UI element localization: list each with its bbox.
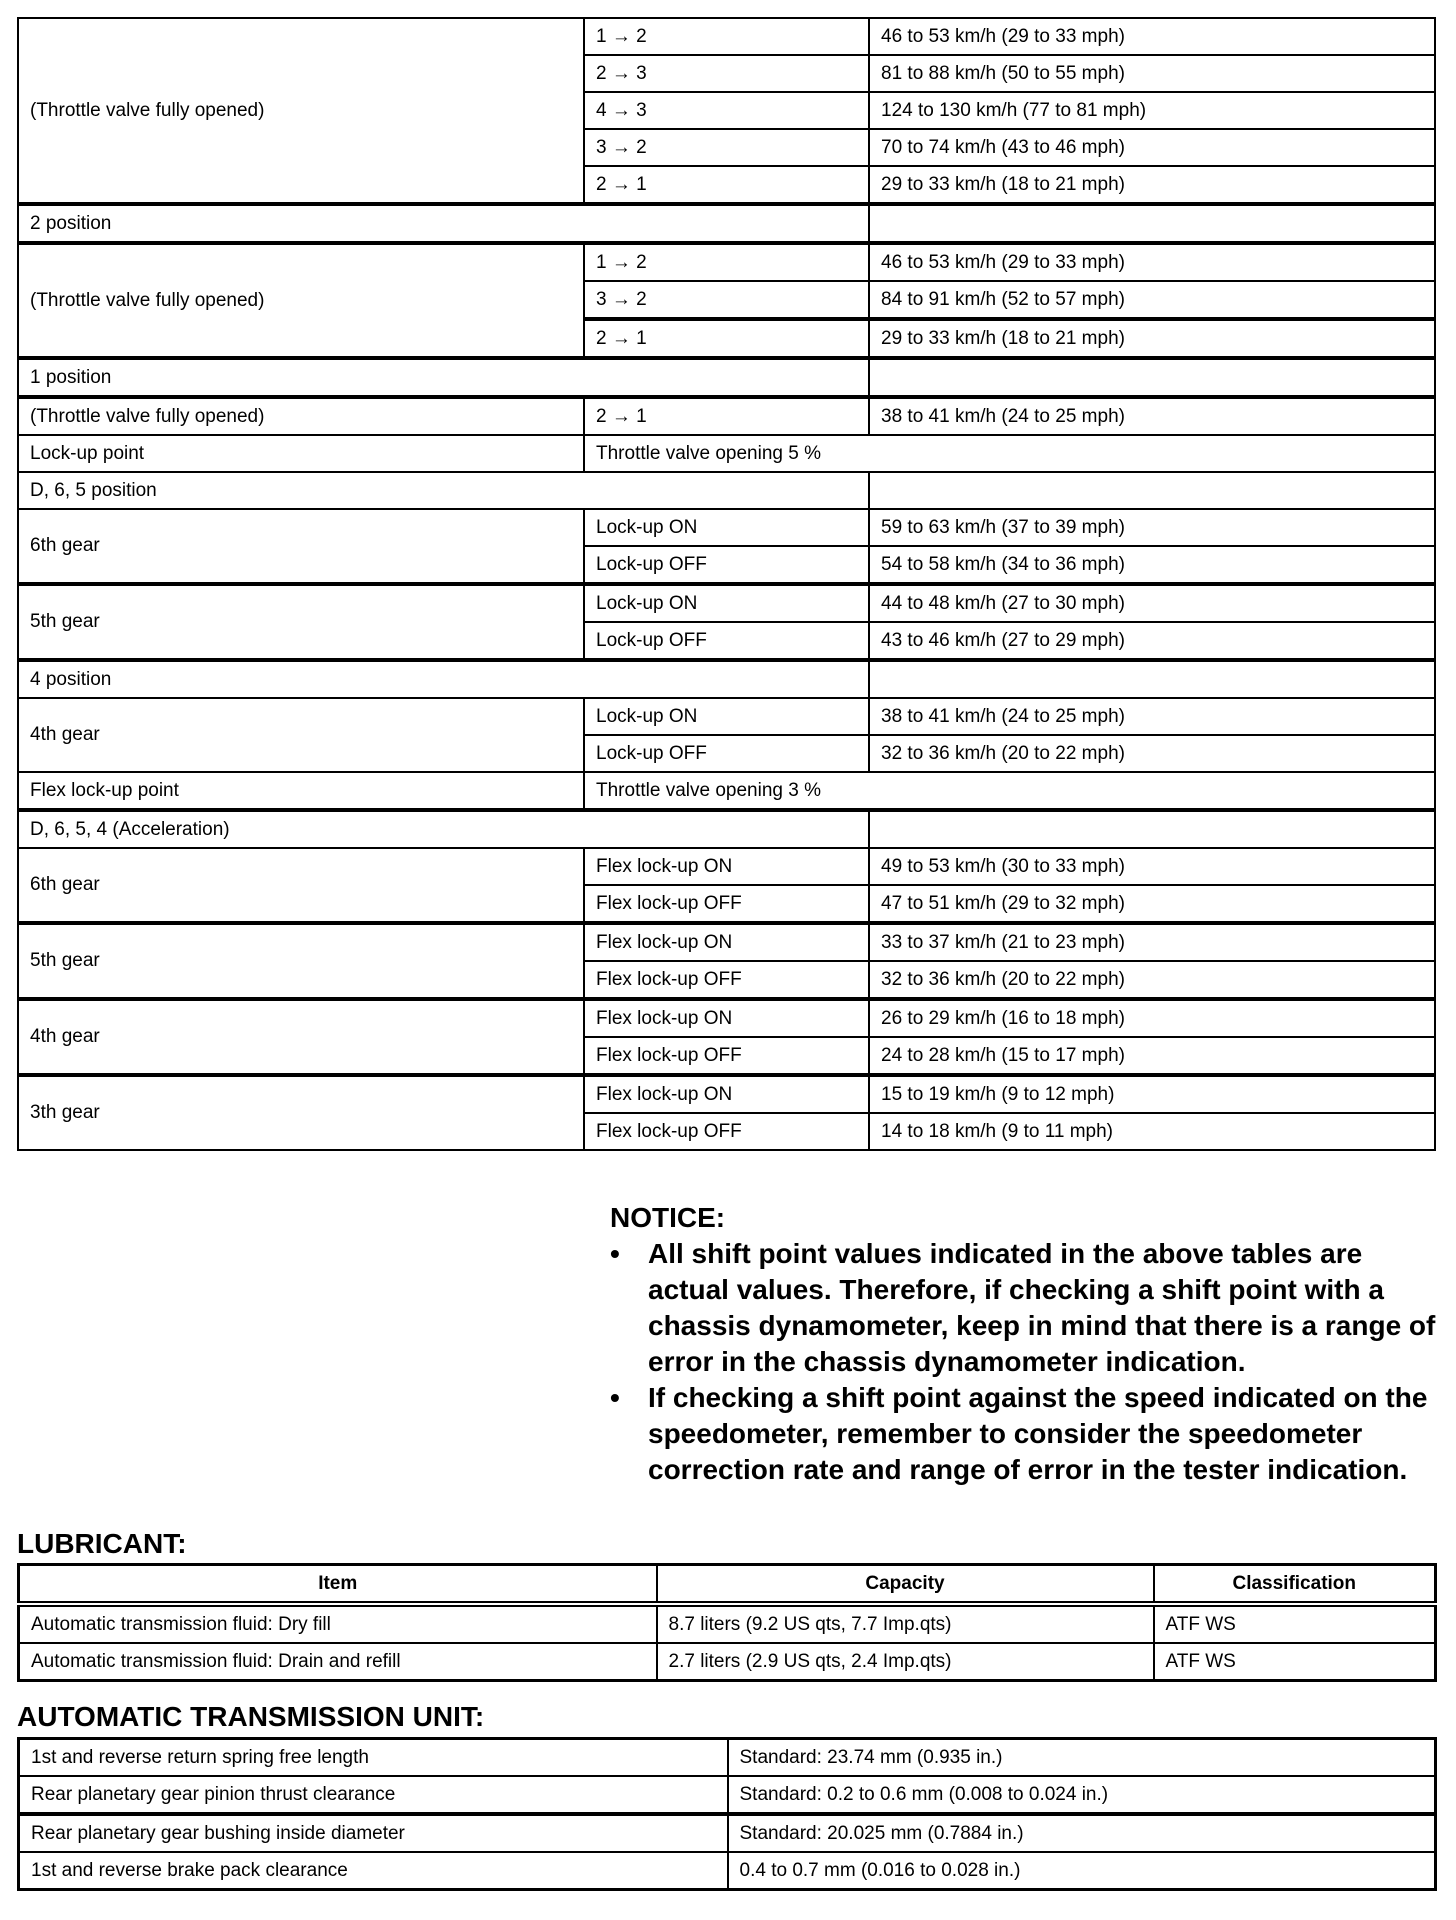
spec-value-cell: 0.4 to 0.7 mm (0.016 to 0.028 in.) xyxy=(728,1852,1436,1890)
speed-cell: 49 to 53 km/h (30 to 33 mph) xyxy=(869,848,1435,885)
shift-cell: 1 → 2 xyxy=(584,18,869,55)
speed-cell: 38 to 41 km/h (24 to 25 mph) xyxy=(869,698,1435,735)
speed-cell: 14 to 18 km/h (9 to 11 mph) xyxy=(869,1113,1435,1150)
lockup-cell: Lock-up OFF xyxy=(584,735,869,772)
lockup-cell: Lock-up ON xyxy=(584,509,869,546)
section-header: D, 6, 5, 4 (Acceleration) xyxy=(18,810,869,848)
shift-cell: 4 → 3 xyxy=(584,92,869,129)
lubricant-table xyxy=(17,1563,1437,1682)
empty-cell xyxy=(869,358,1435,397)
empty-cell xyxy=(869,810,1435,848)
notice-list xyxy=(610,1236,1450,1488)
gear-cell: 5th gear xyxy=(18,923,584,999)
section-header: 2 position xyxy=(18,204,869,243)
section-header: 4 position xyxy=(18,660,869,698)
lockup-cell: Lock-up ON xyxy=(584,698,869,735)
flex-lockup-point-label: Flex lock-up point xyxy=(18,772,584,810)
speed-cell: 15 to 19 km/h (9 to 12 mph) xyxy=(869,1075,1435,1113)
section-header: 1 position xyxy=(18,358,869,397)
notice-block xyxy=(610,1200,1450,1488)
gear-cell: 6th gear xyxy=(18,509,584,584)
notice-item xyxy=(610,1380,1450,1488)
speed-cell: 81 to 88 km/h (50 to 55 mph) xyxy=(869,55,1435,92)
column-header-capacity: Capacity xyxy=(657,1565,1154,1605)
spec-value-cell: Standard: 0.2 to 0.6 mm (0.008 to 0.024 in.) xyxy=(728,1776,1436,1814)
empty-cell xyxy=(869,660,1435,698)
lubricant-heading: LUBRICANT: xyxy=(17,1528,187,1559)
speed-cell: 38 to 41 km/h (24 to 25 mph) xyxy=(869,397,1435,435)
bullet-icon: • xyxy=(610,1382,620,1413)
atu-table xyxy=(17,1737,1437,1891)
speed-cell: 32 to 36 km/h (20 to 22 mph) xyxy=(869,735,1435,772)
lockup-cell: Flex lock-up OFF xyxy=(584,885,869,923)
shift-point-table xyxy=(17,17,1436,1151)
notice-title: NOTICE: xyxy=(610,1202,726,1233)
column-header-classification: Classification xyxy=(1154,1565,1436,1605)
speed-cell: 46 to 53 km/h (29 to 33 mph) xyxy=(869,243,1435,281)
column-header-item: Item xyxy=(19,1565,657,1605)
lockup-cell: Flex lock-up ON xyxy=(584,999,869,1037)
gear-cell: 3th gear xyxy=(18,1075,584,1150)
table-row xyxy=(19,1852,1436,1890)
spec-value-cell: Standard: 23.74 mm (0.935 in.) xyxy=(728,1739,1436,1777)
lockup-cell: Flex lock-up OFF xyxy=(584,961,869,999)
lockup-cell: Flex lock-up ON xyxy=(584,848,869,885)
lockup-cell: Lock-up OFF xyxy=(584,622,869,660)
table-row xyxy=(19,1739,1436,1777)
speed-cell: 26 to 29 km/h (16 to 18 mph) xyxy=(869,999,1435,1037)
speed-cell: 29 to 33 km/h (18 to 21 mph) xyxy=(869,166,1435,204)
shift-cell: 2 → 1 xyxy=(584,397,869,435)
speed-cell: 29 to 33 km/h (18 to 21 mph) xyxy=(869,319,1435,358)
speed-cell: 44 to 48 km/h (27 to 30 mph) xyxy=(869,584,1435,622)
speed-cell: 59 to 63 km/h (37 to 39 mph) xyxy=(869,509,1435,546)
table-row xyxy=(19,1643,1436,1681)
lockup-cell: Lock-up OFF xyxy=(584,546,869,584)
shift-cell: 3 → 2 xyxy=(584,281,869,319)
lockup-cell: Flex lock-up OFF xyxy=(584,1037,869,1075)
speed-cell: 54 to 58 km/h (34 to 36 mph) xyxy=(869,546,1435,584)
condition-cell: (Throttle valve fully opened) xyxy=(18,397,584,435)
condition-cell: (Throttle valve fully opened) xyxy=(18,18,584,204)
speed-cell: 32 to 36 km/h (20 to 22 mph) xyxy=(869,961,1435,999)
spec-item-cell: Rear planetary gear bushing inside diameter xyxy=(19,1814,728,1852)
classification-cell: ATF WS xyxy=(1154,1604,1436,1643)
spec-item-cell: 1st and reverse brake pack clearance xyxy=(19,1852,728,1890)
lockup-cell: Flex lock-up ON xyxy=(584,1075,869,1113)
speed-cell: 33 to 37 km/h (21 to 23 mph) xyxy=(869,923,1435,961)
atu-heading: AUTOMATIC TRANSMISSION UNIT: xyxy=(17,1701,485,1732)
gear-cell: 4th gear xyxy=(18,698,584,772)
table-row xyxy=(19,1776,1436,1814)
shift-cell: 2 → 3 xyxy=(584,55,869,92)
lockup-cell: Flex lock-up ON xyxy=(584,923,869,961)
item-cell: Automatic transmission fluid: Drain and refill xyxy=(19,1643,657,1681)
capacity-cell: 2.7 liters (2.9 US qts, 2.4 Imp.qts) xyxy=(657,1643,1154,1681)
section-header: D, 6, 5 position xyxy=(18,472,869,509)
shift-cell: 3 → 2 xyxy=(584,129,869,166)
notice-item xyxy=(610,1236,1450,1380)
item-cell: Automatic transmission fluid: Dry fill xyxy=(19,1604,657,1643)
shift-cell: 2 → 1 xyxy=(584,166,869,204)
speed-cell: 43 to 46 km/h (27 to 29 mph) xyxy=(869,622,1435,660)
shift-cell: 1 → 2 xyxy=(584,243,869,281)
empty-cell xyxy=(869,472,1435,509)
speed-cell: 47 to 51 km/h (29 to 32 mph) xyxy=(869,885,1435,923)
notice-text: If checking a shift point against the speed indicated on the speedometer, remember to consider the speedometer correction rate and range of error in the tester indication. xyxy=(648,1382,1428,1485)
gear-cell: 5th gear xyxy=(18,584,584,660)
classification-cell: ATF WS xyxy=(1154,1643,1436,1681)
lockup-cell: Flex lock-up OFF xyxy=(584,1113,869,1150)
gear-cell: 4th gear xyxy=(18,999,584,1075)
bullet-icon: • xyxy=(610,1238,620,1269)
speed-cell: 124 to 130 km/h (77 to 81 mph) xyxy=(869,92,1435,129)
capacity-cell: 8.7 liters (9.2 US qts, 7.7 Imp.qts) xyxy=(657,1604,1154,1643)
lockup-point-value: Throttle valve opening 5 % xyxy=(584,435,1435,472)
speed-cell: 70 to 74 km/h (43 to 46 mph) xyxy=(869,129,1435,166)
lockup-point-label: Lock-up point xyxy=(18,435,584,472)
flex-lockup-point-value: Throttle valve opening 3 % xyxy=(584,772,1435,810)
spec-value-cell: Standard: 20.025 mm (0.7884 in.) xyxy=(728,1814,1436,1852)
shift-cell: 2 → 1 xyxy=(584,319,869,358)
table-row xyxy=(19,1814,1436,1852)
speed-cell: 84 to 91 km/h (52 to 57 mph) xyxy=(869,281,1435,319)
speed-cell: 46 to 53 km/h (29 to 33 mph) xyxy=(869,18,1435,55)
condition-cell: (Throttle valve fully opened) xyxy=(18,243,584,358)
speed-cell: 24 to 28 km/h (15 to 17 mph) xyxy=(869,1037,1435,1075)
notice-text: All shift point values indicated in the above tables are actual values. Therefore, if checking a shift point with a chassis dynamometer, keep in mind that there is a range of error in the chassis dynamometer indication. xyxy=(648,1238,1436,1377)
gear-cell: 6th gear xyxy=(18,848,584,923)
spec-item-cell: 1st and reverse return spring free length xyxy=(19,1739,728,1777)
table-row xyxy=(19,1604,1436,1643)
empty-cell xyxy=(869,204,1435,243)
spec-item-cell: Rear planetary gear pinion thrust clearance xyxy=(19,1776,728,1814)
lockup-cell: Lock-up ON xyxy=(584,584,869,622)
